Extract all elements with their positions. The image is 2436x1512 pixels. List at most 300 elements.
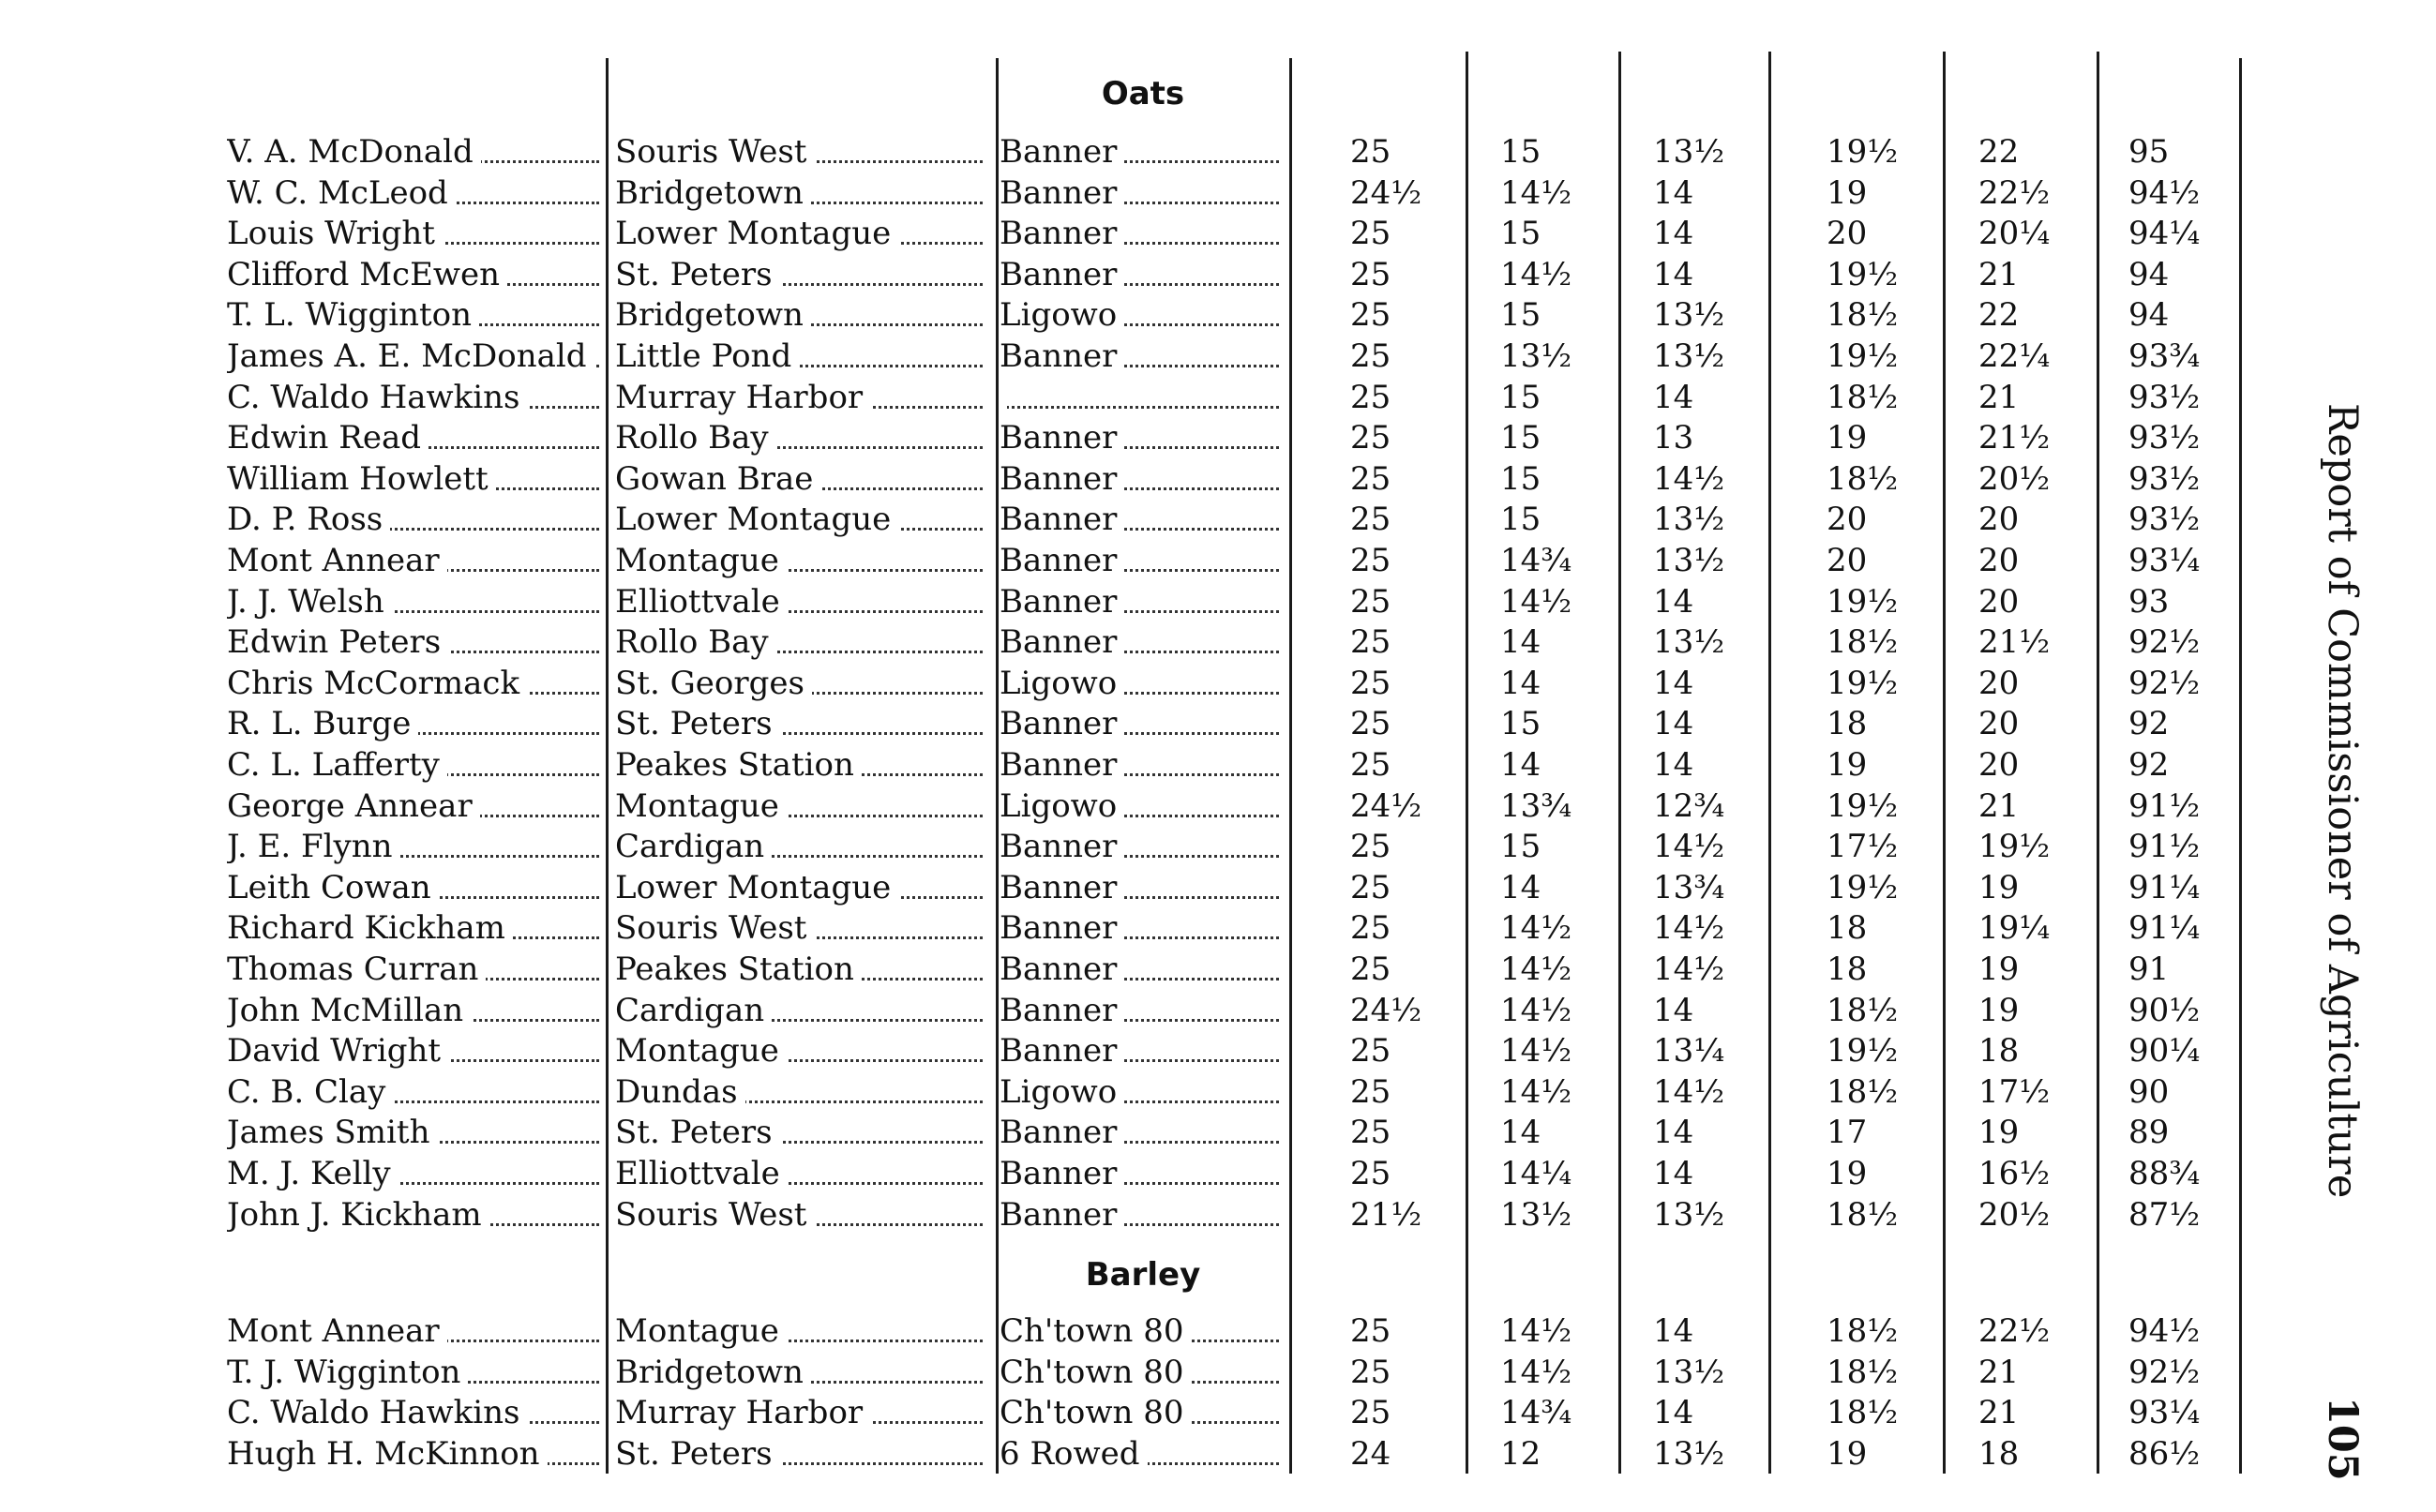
total-score: 90¼	[2128, 1032, 2201, 1070]
score-3: 14	[1653, 255, 1694, 293]
locality-cell	[615, 1352, 990, 1393]
locality: Lower Montague	[615, 215, 898, 252]
score-5: 21	[1978, 378, 2020, 416]
total-score: 92	[2128, 746, 2170, 784]
total-score: 91¼	[2128, 868, 2201, 906]
locality-cell	[615, 294, 990, 336]
grower-name-cell	[227, 499, 607, 540]
variety-cell	[1000, 621, 1286, 663]
grower-name: William Howlett	[227, 460, 496, 498]
variety-cell	[1000, 1194, 1286, 1235]
grower-name-cell	[227, 377, 607, 418]
grower-name: M. J. Kelly	[227, 1155, 398, 1192]
variety: Ligowo	[1000, 665, 1124, 702]
variety: Banner	[1000, 337, 1124, 375]
score-4: 19½	[1827, 582, 1899, 621]
score-5: 22¼	[1978, 337, 2051, 375]
locality-cell	[615, 907, 990, 949]
score-2: 14¼	[1500, 1155, 1572, 1192]
score-2: 14½	[1500, 991, 1572, 1029]
locality: Montague	[615, 787, 787, 825]
locality-cell	[615, 786, 990, 827]
score-3: 13½	[1653, 296, 1725, 335]
variety-cell	[1000, 1433, 1286, 1475]
score-4: 18½	[1827, 991, 1899, 1029]
grower-name-cell	[227, 990, 607, 1031]
score-1: 25	[1350, 951, 1391, 988]
score-2: 14½	[1500, 951, 1572, 988]
score-3: 14	[1653, 1394, 1694, 1432]
total-score: 94¼	[2128, 215, 2201, 253]
locality-cell	[615, 336, 990, 377]
score-4: 18½	[1827, 1312, 1899, 1350]
locality: Rollo Bay	[615, 623, 776, 661]
score-1: 24½	[1350, 991, 1422, 1029]
score-2: 14	[1500, 623, 1541, 662]
score-1: 25	[1350, 419, 1391, 457]
column-rule	[996, 58, 999, 1474]
locality: Peakes Station	[615, 746, 862, 784]
total-score: 93½	[2128, 419, 2201, 457]
score-4: 19½	[1827, 1032, 1899, 1070]
variety-cell	[1000, 663, 1286, 704]
grower-name: T. L. Wigginton	[227, 296, 479, 334]
variety: Banner	[1000, 623, 1124, 661]
score-5: 20	[1978, 542, 2020, 579]
score-5: 19	[1978, 868, 2020, 906]
grower-name: John McMillan	[227, 992, 471, 1029]
score-2: 14¾	[1500, 542, 1572, 579]
score-3: 14	[1653, 1114, 1694, 1152]
variety-cell	[1000, 1310, 1286, 1352]
score-1: 25	[1350, 1312, 1391, 1350]
locality: Lower Montague	[615, 501, 898, 538]
score-3: 14	[1653, 991, 1694, 1029]
locality-cell	[615, 663, 990, 704]
total-score: 95	[2128, 133, 2170, 171]
grower-name-cell	[227, 621, 607, 663]
score-1: 25	[1350, 501, 1391, 539]
grower-name-cell	[227, 786, 607, 827]
locality-cell	[615, 213, 990, 254]
score-4: 20	[1827, 215, 1868, 253]
grower-name-cell	[227, 254, 607, 295]
score-4: 19	[1827, 1434, 1868, 1473]
grower-name: D. P. Ross	[227, 501, 390, 538]
variety: Banner	[1000, 746, 1124, 784]
grower-name: W. C. McLeod	[227, 174, 456, 212]
grower-name: James A. E. McDonald	[227, 337, 594, 375]
variety: Banner	[1000, 1032, 1124, 1070]
score-5: 21	[1978, 786, 2020, 825]
score-2: 14½	[1500, 255, 1572, 293]
score-2: 12	[1500, 1434, 1541, 1473]
locality: Gowan Brae	[615, 460, 820, 498]
total-score: 94	[2128, 255, 2170, 293]
total-score: 92	[2128, 705, 2170, 743]
score-5: 17½	[1978, 1072, 2051, 1111]
variety: Banner	[1000, 1114, 1124, 1151]
score-5: 20	[1978, 746, 2020, 784]
locality-cell	[615, 1112, 990, 1153]
locality: Bridgetown	[615, 174, 811, 212]
locality-cell	[615, 1030, 990, 1071]
locality: Murray Harbor	[615, 1394, 870, 1431]
grower-name-cell	[227, 581, 607, 622]
variety-cell	[1000, 1153, 1286, 1194]
grower-name-cell	[227, 458, 607, 500]
score-4: 18	[1827, 951, 1868, 988]
score-4: 17	[1827, 1114, 1868, 1152]
total-score: 92½	[2128, 664, 2201, 702]
score-4: 20	[1827, 542, 1868, 579]
score-3: 13½	[1653, 1353, 1725, 1391]
score-5: 20	[1978, 582, 2020, 621]
grower-name-cell	[227, 417, 607, 458]
score-3: 12¾	[1653, 786, 1725, 825]
locality-cell	[615, 458, 990, 500]
variety: Banner	[1000, 992, 1124, 1029]
variety-cell	[1000, 254, 1286, 295]
score-2: 14	[1500, 1114, 1541, 1152]
variety: Banner	[1000, 1155, 1124, 1192]
score-5: 16½	[1978, 1155, 2051, 1192]
score-4: 17½	[1827, 828, 1899, 866]
locality-cell	[615, 826, 990, 867]
score-3: 14	[1653, 378, 1694, 416]
score-1: 25	[1350, 828, 1391, 866]
grower-name: C. Waldo Hawkins	[227, 1394, 527, 1431]
score-3: 14	[1653, 1312, 1694, 1350]
total-score: 94½	[2128, 173, 2201, 212]
section-title: Oats	[1101, 75, 1185, 112]
total-score: 92½	[2128, 1353, 2201, 1391]
locality: Cardigan	[615, 992, 772, 1029]
variety: Banner	[1000, 215, 1124, 252]
score-3: 14	[1653, 173, 1694, 212]
locality-cell	[615, 621, 990, 663]
variety-cell	[1000, 703, 1286, 744]
variety: Banner	[1000, 869, 1124, 906]
variety-cell	[1000, 1352, 1286, 1393]
score-5: 21	[1978, 1394, 2020, 1432]
score-4: 18	[1827, 909, 1868, 948]
total-score: 93¼	[2128, 542, 2201, 579]
locality: Montague	[615, 1032, 787, 1070]
score-3: 13½	[1653, 623, 1725, 662]
variety: Banner	[1000, 419, 1124, 457]
score-2: 13¾	[1500, 786, 1572, 825]
grower-name: J. J. Welsh	[227, 583, 392, 621]
locality: Bridgetown	[615, 1354, 811, 1391]
variety-cell	[1000, 540, 1286, 581]
locality-cell	[615, 254, 990, 295]
score-5: 19	[1978, 991, 2020, 1029]
score-3: 14	[1653, 582, 1694, 621]
grower-name: George Annear	[227, 787, 480, 825]
variety-cell	[1000, 131, 1286, 172]
grower-name-cell	[227, 1433, 607, 1475]
locality-cell	[615, 499, 990, 540]
score-5: 18	[1978, 1032, 2020, 1070]
score-4: 19	[1827, 173, 1868, 212]
score-4: 18½	[1827, 623, 1899, 662]
total-score: 89	[2128, 1114, 2170, 1152]
score-3: 14	[1653, 215, 1694, 253]
score-3: 14	[1653, 705, 1694, 743]
locality-cell	[615, 540, 990, 581]
total-score: 88¾	[2128, 1155, 2201, 1192]
score-3: 14	[1653, 746, 1694, 784]
grower-name: Clifford McEwen	[227, 256, 507, 293]
locality-cell	[615, 377, 990, 418]
score-4: 19½	[1827, 133, 1899, 171]
locality-cell	[615, 131, 990, 172]
column-rule	[2239, 58, 2242, 1474]
variety-cell	[1000, 1112, 1286, 1153]
score-1: 24½	[1350, 173, 1422, 212]
grower-name-cell	[227, 172, 607, 214]
score-2: 14½	[1500, 582, 1572, 621]
variety-cell	[1000, 867, 1286, 908]
grower-name: James Smith	[227, 1114, 437, 1151]
score-1: 24	[1350, 1434, 1391, 1473]
grower-name: Edwin Read	[227, 419, 429, 457]
score-1: 25	[1350, 664, 1391, 702]
variety: Banner	[1000, 583, 1124, 621]
grower-name-cell	[227, 1392, 607, 1433]
variety: Ch'town 80	[1000, 1394, 1191, 1431]
grower-name: Edwin Peters	[227, 623, 448, 661]
locality: Elliottvale	[615, 583, 788, 621]
score-2: 15	[1500, 828, 1541, 866]
total-score: 93¼	[2128, 1394, 2201, 1432]
variety: Banner	[1000, 828, 1124, 865]
grower-name-cell	[227, 213, 607, 254]
score-5: 20½	[1978, 459, 2051, 498]
total-score: 94	[2128, 296, 2170, 335]
locality: Elliottvale	[615, 1155, 788, 1192]
grower-name-cell	[227, 949, 607, 990]
score-5: 21½	[1978, 419, 2051, 457]
score-3: 14½	[1653, 951, 1725, 988]
grower-name: C. B. Clay	[227, 1073, 393, 1111]
variety: Ch'town 80	[1000, 1354, 1191, 1391]
score-4: 19½	[1827, 786, 1899, 825]
score-5: 22	[1978, 133, 2020, 171]
score-4: 19½	[1827, 868, 1899, 906]
score-4: 18	[1827, 705, 1868, 743]
score-2: 15	[1500, 705, 1541, 743]
variety: Banner	[1000, 256, 1124, 293]
column-rule	[1618, 52, 1621, 1474]
grower-name: John J. Kickham	[227, 1196, 489, 1234]
variety-cell	[1000, 336, 1286, 377]
score-1: 25	[1350, 1072, 1391, 1111]
section-title: Barley	[1085, 1256, 1201, 1294]
score-4: 19	[1827, 746, 1868, 784]
grower-name: C. L. Lafferty	[227, 746, 447, 784]
variety-cell	[1000, 294, 1286, 336]
score-2: 15	[1500, 378, 1541, 416]
score-1: 25	[1350, 459, 1391, 498]
locality-cell	[615, 1433, 990, 1475]
score-1: 25	[1350, 1032, 1391, 1070]
score-5: 21½	[1978, 623, 2051, 662]
locality-cell	[615, 867, 990, 908]
score-2: 14	[1500, 664, 1541, 702]
score-5: 22	[1978, 296, 2020, 335]
variety: Banner	[1000, 501, 1124, 538]
score-5: 22½	[1978, 1312, 2051, 1350]
score-3: 13½	[1653, 542, 1725, 579]
locality: St. Peters	[615, 1114, 780, 1151]
score-1: 25	[1350, 623, 1391, 662]
score-1: 24½	[1350, 786, 1422, 825]
score-1: 25	[1350, 337, 1391, 375]
total-score: 90½	[2128, 991, 2201, 1029]
score-1: 25	[1350, 296, 1391, 335]
total-score: 93½	[2128, 501, 2201, 539]
grower-name: C. Waldo Hawkins	[227, 379, 527, 416]
score-2: 15	[1500, 215, 1541, 253]
score-1: 21½	[1350, 1195, 1422, 1234]
running-title: Report of Commissioner of Agriculture	[2319, 403, 2366, 1199]
locality-cell	[615, 1392, 990, 1433]
locality-cell	[615, 1310, 990, 1352]
score-1: 25	[1350, 133, 1391, 171]
score-5: 19	[1978, 1114, 2020, 1152]
variety: Ligowo	[1000, 787, 1124, 825]
score-1: 25	[1350, 868, 1391, 906]
score-4: 18½	[1827, 1072, 1899, 1111]
locality: Souris West	[615, 1196, 814, 1234]
grower-name-cell	[227, 1030, 607, 1071]
grower-name-cell	[227, 867, 607, 908]
column-rule	[1768, 52, 1771, 1474]
score-2: 15	[1500, 133, 1541, 171]
grower-name-cell	[227, 1352, 607, 1393]
variety-cell	[1000, 1071, 1286, 1113]
grower-name-cell	[227, 663, 607, 704]
score-4: 18½	[1827, 1195, 1899, 1234]
grower-name: Hugh H. McKinnon	[227, 1435, 548, 1473]
score-5: 22½	[1978, 173, 2051, 212]
grower-name-cell	[227, 540, 607, 581]
variety: Banner	[1000, 174, 1124, 212]
score-3: 14	[1653, 1155, 1694, 1192]
grower-name: Mont Annear	[227, 1312, 447, 1350]
grower-name: Chris McCormack	[227, 665, 527, 702]
score-2: 14½	[1500, 1353, 1572, 1391]
locality: Montague	[615, 1312, 787, 1350]
score-4: 19½	[1827, 255, 1899, 293]
total-score: 91¼	[2128, 909, 2201, 948]
score-2: 13½	[1500, 1195, 1572, 1234]
variety: Banner	[1000, 542, 1124, 579]
score-4: 18½	[1827, 1353, 1899, 1391]
total-score: 94½	[2128, 1312, 2201, 1350]
grower-name-cell	[227, 907, 607, 949]
variety-cell	[1000, 499, 1286, 540]
locality-cell	[615, 581, 990, 622]
score-5: 20	[1978, 664, 2020, 702]
total-score: 87½	[2128, 1195, 2201, 1234]
score-2: 14	[1500, 746, 1541, 784]
variety-cell	[1000, 581, 1286, 622]
grower-name: Mont Annear	[227, 542, 447, 579]
score-4: 18½	[1827, 296, 1899, 335]
total-score: 92½	[2128, 623, 2201, 662]
locality-cell	[615, 172, 990, 214]
total-score: 91	[2128, 951, 2170, 988]
variety-cell	[1000, 990, 1286, 1031]
score-1: 25	[1350, 1155, 1391, 1192]
column-rule	[1943, 52, 1946, 1474]
score-3: 13½	[1653, 133, 1725, 171]
variety-cell	[1000, 417, 1286, 458]
locality-cell	[615, 417, 990, 458]
score-1: 25	[1350, 255, 1391, 293]
locality-cell	[615, 1194, 990, 1235]
total-score: 91½	[2128, 828, 2201, 866]
locality: Montague	[615, 542, 787, 579]
variety-cell	[1000, 213, 1286, 254]
score-2: 14½	[1500, 1032, 1572, 1070]
score-4: 18½	[1827, 459, 1899, 498]
score-5: 20½	[1978, 1195, 2051, 1234]
locality-cell	[615, 703, 990, 744]
total-score: 93¾	[2128, 337, 2201, 375]
score-4: 19	[1827, 1155, 1868, 1192]
locality: Dundas	[615, 1073, 745, 1111]
score-4: 20	[1827, 501, 1868, 539]
score-5: 19½	[1978, 828, 2051, 866]
score-1: 25	[1350, 1353, 1391, 1391]
grower-name-cell	[227, 1112, 607, 1153]
locality: St. Peters	[615, 1435, 780, 1473]
locality-cell	[615, 744, 990, 786]
score-1: 25	[1350, 746, 1391, 784]
dot-leader	[1000, 406, 1279, 409]
locality: St. Peters	[615, 256, 780, 293]
score-2: 13½	[1500, 337, 1572, 375]
grower-name-cell	[227, 336, 607, 377]
page-number: 105	[2319, 1397, 2366, 1481]
locality-cell	[615, 1071, 990, 1113]
grower-name: J. E. Flynn	[227, 828, 400, 865]
score-1: 25	[1350, 542, 1391, 579]
grower-name: Leith Cowan	[227, 869, 439, 906]
variety: Banner	[1000, 705, 1124, 742]
score-2: 14	[1500, 868, 1541, 906]
score-3: 14½	[1653, 828, 1725, 866]
score-3: 13½	[1653, 1434, 1725, 1473]
score-5: 18	[1978, 1434, 2020, 1473]
variety-cell	[1000, 826, 1286, 867]
variety-cell	[1000, 377, 1286, 418]
score-3: 13¼	[1653, 1032, 1725, 1070]
column-rule	[2097, 52, 2099, 1474]
score-5: 19¼	[1978, 909, 2051, 948]
locality-cell	[615, 990, 990, 1031]
score-1: 25	[1350, 582, 1391, 621]
score-4: 19½	[1827, 337, 1899, 375]
score-5: 21	[1978, 1353, 2020, 1391]
locality: St. Peters	[615, 705, 780, 742]
variety: Banner	[1000, 460, 1124, 498]
locality: Murray Harbor	[615, 379, 870, 416]
